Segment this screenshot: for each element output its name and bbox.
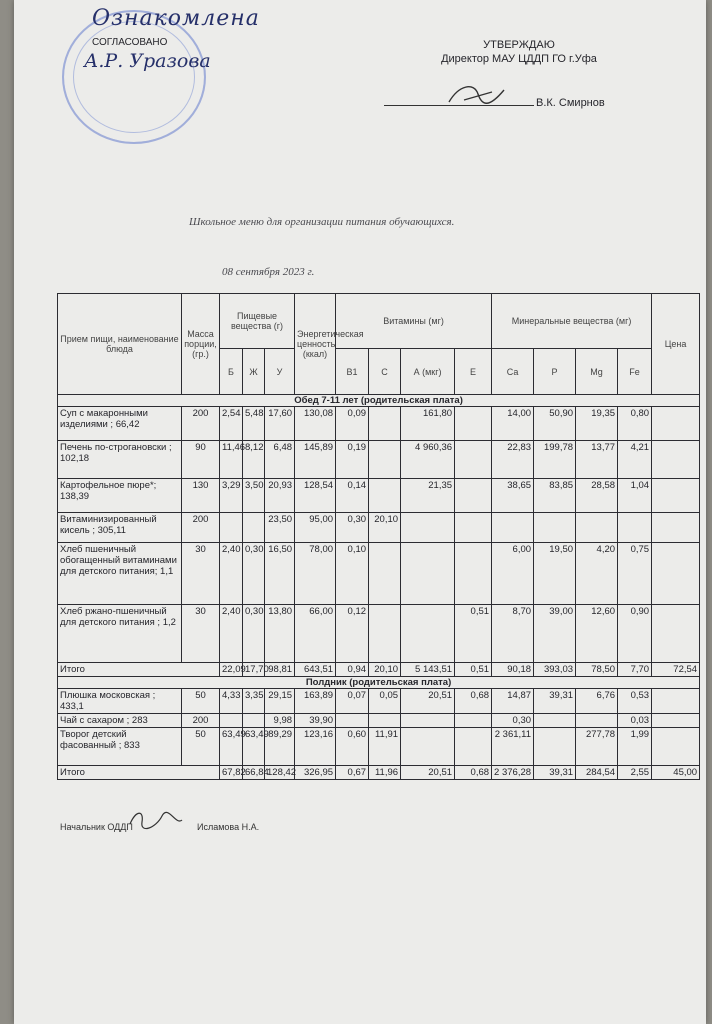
cell-b: 11,46	[220, 441, 243, 479]
cell-energy: 66,00	[295, 605, 336, 663]
total-u: 128,42	[265, 766, 295, 780]
total-b: 22,09	[220, 663, 243, 677]
cell-zh: 0,30	[243, 605, 265, 663]
total-fe: 2,55	[618, 766, 652, 780]
approval-right-position: Директор МАУ ЦДДП ГО г.Уфа	[441, 53, 597, 65]
cell-fe: 0,90	[618, 605, 652, 663]
cell-ca: 14,00	[492, 407, 534, 441]
total-row	[58, 663, 700, 677]
cell-a: 21,35	[401, 479, 455, 513]
cell-mg: 277,78	[576, 728, 618, 766]
table-row	[58, 728, 700, 766]
cell-u: 6,48	[265, 441, 295, 479]
cell-energy: 130,08	[295, 407, 336, 441]
header-zh: Ж	[243, 349, 265, 395]
cell-b1: 0,30	[336, 513, 369, 543]
header-price: Цена	[652, 294, 700, 395]
approval-left-signature: А.Р. Уразова	[84, 50, 211, 72]
cell-p: 39,31	[534, 689, 576, 714]
table-row	[58, 407, 700, 441]
header-a: А (мкг)	[401, 349, 455, 395]
table-row	[58, 605, 700, 663]
cell-ca	[492, 513, 534, 543]
cell-c	[369, 543, 401, 605]
cell-fe: 0,80	[618, 407, 652, 441]
cell-e	[455, 714, 492, 728]
header-e: Е	[455, 349, 492, 395]
cell-p: 39,00	[534, 605, 576, 663]
cell-zh: 0,30	[243, 543, 265, 605]
cell-mass: 50	[182, 689, 220, 714]
header-meal: Прием пищи, наименование блюда	[58, 294, 182, 395]
cell-mg: 4,20	[576, 543, 618, 605]
cell-price	[652, 728, 700, 766]
document-date: 08 сентября 2023 г.	[222, 266, 315, 278]
cell-e	[455, 407, 492, 441]
total-b1: 0,94	[336, 663, 369, 677]
cell-u: 20,93	[265, 479, 295, 513]
total-row	[58, 766, 700, 780]
table-row	[58, 689, 700, 714]
cell-fe	[618, 513, 652, 543]
cell-a: 20,51	[401, 689, 455, 714]
cell-fe: 0,53	[618, 689, 652, 714]
approval-left-label: СОГЛАСОВАНО	[92, 37, 168, 48]
cell-price	[652, 543, 700, 605]
cell-e: 0,51	[455, 605, 492, 663]
header-minerals: Минеральные вещества (мг)	[492, 294, 652, 349]
total-zh: 66,84	[243, 766, 265, 780]
total-fe: 7,70	[618, 663, 652, 677]
cell-b1: 0,19	[336, 441, 369, 479]
cell-ca: 14,87	[492, 689, 534, 714]
total-ca: 2 376,28	[492, 766, 534, 780]
cell-a	[401, 714, 455, 728]
total-energy: 326,95	[295, 766, 336, 780]
cell-e	[455, 441, 492, 479]
total-mg: 284,54	[576, 766, 618, 780]
cell-fe: 1,99	[618, 728, 652, 766]
cell-b1: 0,09	[336, 407, 369, 441]
cell-e	[455, 513, 492, 543]
section-title: Полдник (родительская плата)	[58, 677, 700, 689]
cell-b1: 0,60	[336, 728, 369, 766]
total-p: 393,03	[534, 663, 576, 677]
cell-mass: 30	[182, 605, 220, 663]
cell-mg: 12,60	[576, 605, 618, 663]
footer-signature	[126, 808, 186, 832]
header-mass: Масса порции, (гр.)	[182, 294, 220, 395]
cell-p: 83,85	[534, 479, 576, 513]
cell-mg	[576, 714, 618, 728]
cell-b: 63,49	[220, 728, 243, 766]
cell-b	[220, 513, 243, 543]
total-ca: 90,18	[492, 663, 534, 677]
total-a: 5 143,51	[401, 663, 455, 677]
cell-u: 89,29	[265, 728, 295, 766]
director-name: В.К. Смирнов	[536, 97, 605, 109]
cell-energy: 78,00	[295, 543, 336, 605]
total-b: 67,82	[220, 766, 243, 780]
footer-position: Начальник ОДДП	[60, 822, 133, 832]
cell-b	[220, 714, 243, 728]
cell-price	[652, 513, 700, 543]
total-energy: 643,51	[295, 663, 336, 677]
total-a: 20,51	[401, 766, 455, 780]
cell-e	[455, 543, 492, 605]
cell-c	[369, 441, 401, 479]
total-p: 39,31	[534, 766, 576, 780]
total-label: Итого	[58, 766, 220, 780]
table-row	[58, 479, 700, 513]
cell-p: 19,50	[534, 543, 576, 605]
dish-name: Хлеб пшеничный обогащенный витаминами для детского питания; 1,1	[58, 543, 182, 605]
cell-c	[369, 479, 401, 513]
header-b: Б	[220, 349, 243, 395]
cell-energy: 123,16	[295, 728, 336, 766]
total-u: 98,81	[265, 663, 295, 677]
cell-zh	[243, 513, 265, 543]
cell-p: 50,90	[534, 407, 576, 441]
director-signature	[444, 80, 514, 110]
dish-name: Витаминизированный кисель ; 305,11	[58, 513, 182, 543]
header-p: Р	[534, 349, 576, 395]
dish-name: Картофельное пюре*; 138,39	[58, 479, 182, 513]
dish-name: Хлеб ржано-пшеничный для детского питания ; 1,2	[58, 605, 182, 663]
cell-b: 2,40	[220, 605, 243, 663]
section-header-row	[58, 395, 700, 407]
cell-fe: 4,21	[618, 441, 652, 479]
cell-a: 4 960,36	[401, 441, 455, 479]
cell-zh: 63,49	[243, 728, 265, 766]
cell-u: 23,50	[265, 513, 295, 543]
header-u: У	[265, 349, 295, 395]
cell-mg: 19,35	[576, 407, 618, 441]
dish-name: Творог детский фасованный ; 833	[58, 728, 182, 766]
cell-b: 2,54	[220, 407, 243, 441]
header-mg: Mg	[576, 349, 618, 395]
cell-c: 0,05	[369, 689, 401, 714]
cell-b: 3,29	[220, 479, 243, 513]
section-title: Обед 7-11 лет (родительская плата)	[58, 395, 700, 407]
cell-b1	[336, 714, 369, 728]
cell-mass: 90	[182, 441, 220, 479]
dish-name: Чай с сахаром ; 283	[58, 714, 182, 728]
menu-table	[57, 293, 700, 780]
cell-price	[652, 714, 700, 728]
cell-mass: 200	[182, 407, 220, 441]
cell-c	[369, 714, 401, 728]
cell-price	[652, 407, 700, 441]
cell-a	[401, 513, 455, 543]
cell-e	[455, 479, 492, 513]
cell-ca: 22,83	[492, 441, 534, 479]
total-c: 11,96	[369, 766, 401, 780]
total-label: Итого	[58, 663, 220, 677]
cell-ca: 2 361,11	[492, 728, 534, 766]
cell-mass: 200	[182, 513, 220, 543]
cell-b: 2,40	[220, 543, 243, 605]
cell-zh: 8,12	[243, 441, 265, 479]
cell-fe: 0,03	[618, 714, 652, 728]
header-c: С	[369, 349, 401, 395]
document-title: Школьное меню для организации питания обучающихся.	[189, 216, 455, 228]
cell-price	[652, 441, 700, 479]
approval-right-block	[409, 38, 629, 66]
cell-a	[401, 605, 455, 663]
cell-mg: 6,76	[576, 689, 618, 714]
cell-price	[652, 689, 700, 714]
table-row	[58, 714, 700, 728]
cell-a	[401, 728, 455, 766]
header-nutrients: Пищевые вещества (г)	[220, 294, 295, 349]
total-price: 45,00	[652, 766, 700, 780]
dish-name: Печень по-строгановски ; 102,18	[58, 441, 182, 479]
cell-u: 16,50	[265, 543, 295, 605]
cell-p	[534, 513, 576, 543]
cell-p: 199,78	[534, 441, 576, 479]
cell-c	[369, 605, 401, 663]
cell-u: 9,98	[265, 714, 295, 728]
table-row	[58, 441, 700, 479]
cell-zh: 5,48	[243, 407, 265, 441]
cell-zh: 3,35	[243, 689, 265, 714]
cell-p	[534, 728, 576, 766]
cell-mg: 28,58	[576, 479, 618, 513]
total-e: 0,51	[455, 663, 492, 677]
cell-fe: 1,04	[618, 479, 652, 513]
cell-energy: 128,54	[295, 479, 336, 513]
total-mg: 78,50	[576, 663, 618, 677]
total-c: 20,10	[369, 663, 401, 677]
cell-mass: 130	[182, 479, 220, 513]
cell-mass: 50	[182, 728, 220, 766]
document-page	[14, 0, 706, 1024]
cell-mg: 13,77	[576, 441, 618, 479]
cell-u: 13,80	[265, 605, 295, 663]
cell-mg	[576, 513, 618, 543]
cell-price	[652, 605, 700, 663]
cell-b1: 0,12	[336, 605, 369, 663]
cell-b: 4,33	[220, 689, 243, 714]
cell-c: 11,91	[369, 728, 401, 766]
cell-a	[401, 543, 455, 605]
cell-zh: 3,50	[243, 479, 265, 513]
header-energy: Энергетическая ценность (ккал)	[295, 294, 336, 395]
header-b1: В1	[336, 349, 369, 395]
header-ca: Са	[492, 349, 534, 395]
footer-name: Исламова Н.А.	[197, 822, 260, 832]
section-header-row	[58, 677, 700, 689]
cell-b1: 0,14	[336, 479, 369, 513]
cell-mass: 30	[182, 543, 220, 605]
dish-name: Суп с макаронными изделиями ; 66,42	[58, 407, 182, 441]
total-zh: 17,70	[243, 663, 265, 677]
cell-fe: 0,75	[618, 543, 652, 605]
cell-energy: 163,89	[295, 689, 336, 714]
cell-ca: 8,70	[492, 605, 534, 663]
cell-u: 17,60	[265, 407, 295, 441]
table-row	[58, 543, 700, 605]
total-price: 72,54	[652, 663, 700, 677]
header-vitamins: Витамины (мг)	[336, 294, 492, 349]
total-b1: 0,67	[336, 766, 369, 780]
approval-handwritten-note: Ознакомлена	[92, 6, 260, 31]
cell-energy: 145,89	[295, 441, 336, 479]
cell-energy: 39,90	[295, 714, 336, 728]
cell-u: 29,15	[265, 689, 295, 714]
header-fe: Fe	[618, 349, 652, 395]
cell-b1: 0,07	[336, 689, 369, 714]
cell-a: 161,80	[401, 407, 455, 441]
cell-energy: 95,00	[295, 513, 336, 543]
approval-right-title: УТВЕРЖДАЮ	[483, 39, 555, 51]
cell-ca: 6,00	[492, 543, 534, 605]
dish-name: Плюшка московская ; 433,1	[58, 689, 182, 714]
cell-ca: 38,65	[492, 479, 534, 513]
cell-c: 20,10	[369, 513, 401, 543]
cell-b1: 0,10	[336, 543, 369, 605]
cell-mass: 200	[182, 714, 220, 728]
total-e: 0,68	[455, 766, 492, 780]
cell-e: 0,68	[455, 689, 492, 714]
table-row	[58, 513, 700, 543]
cell-price	[652, 479, 700, 513]
cell-e	[455, 728, 492, 766]
cell-zh	[243, 714, 265, 728]
cell-p	[534, 714, 576, 728]
cell-c	[369, 407, 401, 441]
cell-ca: 0,30	[492, 714, 534, 728]
